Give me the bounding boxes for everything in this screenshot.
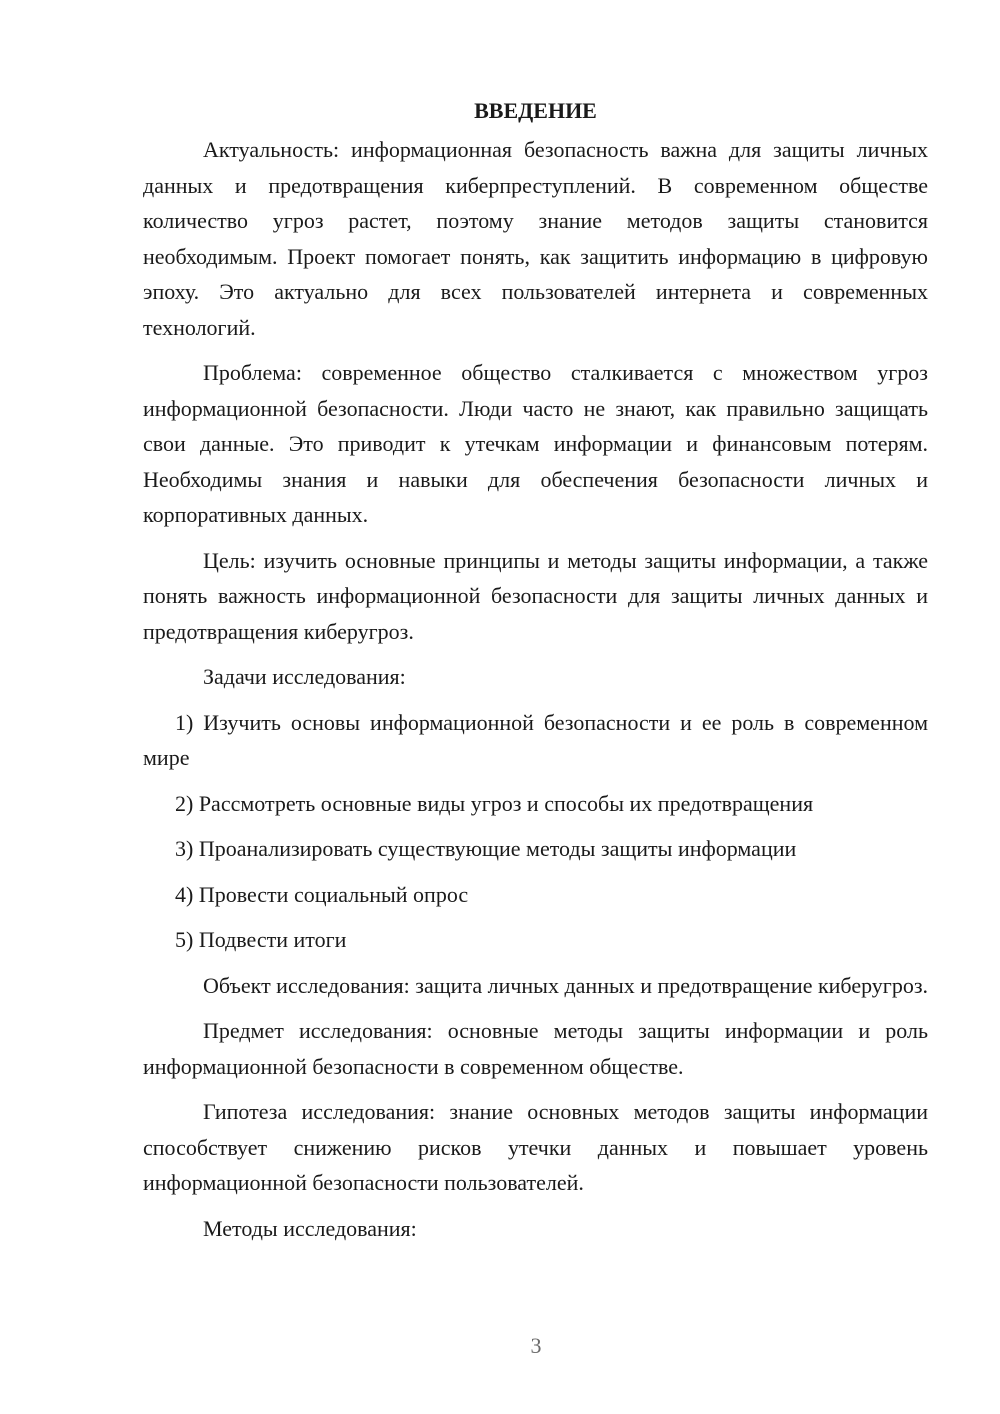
page-number: 3 — [530, 1333, 542, 1358]
page-title: ВВЕДЕНИЕ — [474, 98, 597, 123]
task-item: 2) Рассмотреть основные виды угроз и способы их предотвращения — [175, 790, 814, 816]
problem-paragraph: Проблема: современное общество сталкивается с множеством угроз информационной безопасности. Люди часто не знают, как правильно защищать свои данные. Это приводит к утечкам информации и финансовым потерям. Необходимы знания и навыки для обеспечения безопасности личных и корпоративных данных. — [143, 360, 928, 527]
goal-paragraph: Цель: изучить основные принципы и методы защиты информации, а также понять важность информационной безопасности для защиты личных данных и предотвращения киберугроз. — [143, 547, 928, 644]
task-item: 3) Проанализировать существующие методы защиты информации — [175, 836, 797, 861]
methods-title: Методы исследования: — [203, 1215, 417, 1241]
task-item: 4) Провести социальный опрос — [175, 881, 469, 907]
relevance-paragraph: Актуальность: информационная безопасность важна для защиты личных данных и предотвращения киберпреступлений. В современном обществе количество угроз растет, поэтому знание методов защиты становится необходимым. Проект помогает понять, как защитить информацию в цифровую эпоху. Это актуально для всех пользователей интернета и современных технологий. — [143, 137, 928, 340]
task-item: 1) Изучить основы информационной безопасности и ее роль в современном мире — [143, 709, 928, 770]
document-page — [143, 96, 928, 1256]
task-item: 5) Подвести итоги — [175, 927, 347, 952]
hypothesis-paragraph: Гипотеза исследования: знание основных методов защиты информации способствует снижению рисков утечки данных и повышает уровень информационной безопасности пользователей. — [143, 1099, 928, 1195]
object-paragraph: Объект исследования: защита личных данных и предотвращение киберугроз. — [203, 972, 929, 998]
tasks-title: Задачи исследования: — [203, 664, 406, 689]
tasks-list — [143, 705, 928, 958]
subject-paragraph: Предмет исследования: основные методы защиты информации и роль информационной безопасности в современном обществе. — [143, 1018, 928, 1079]
